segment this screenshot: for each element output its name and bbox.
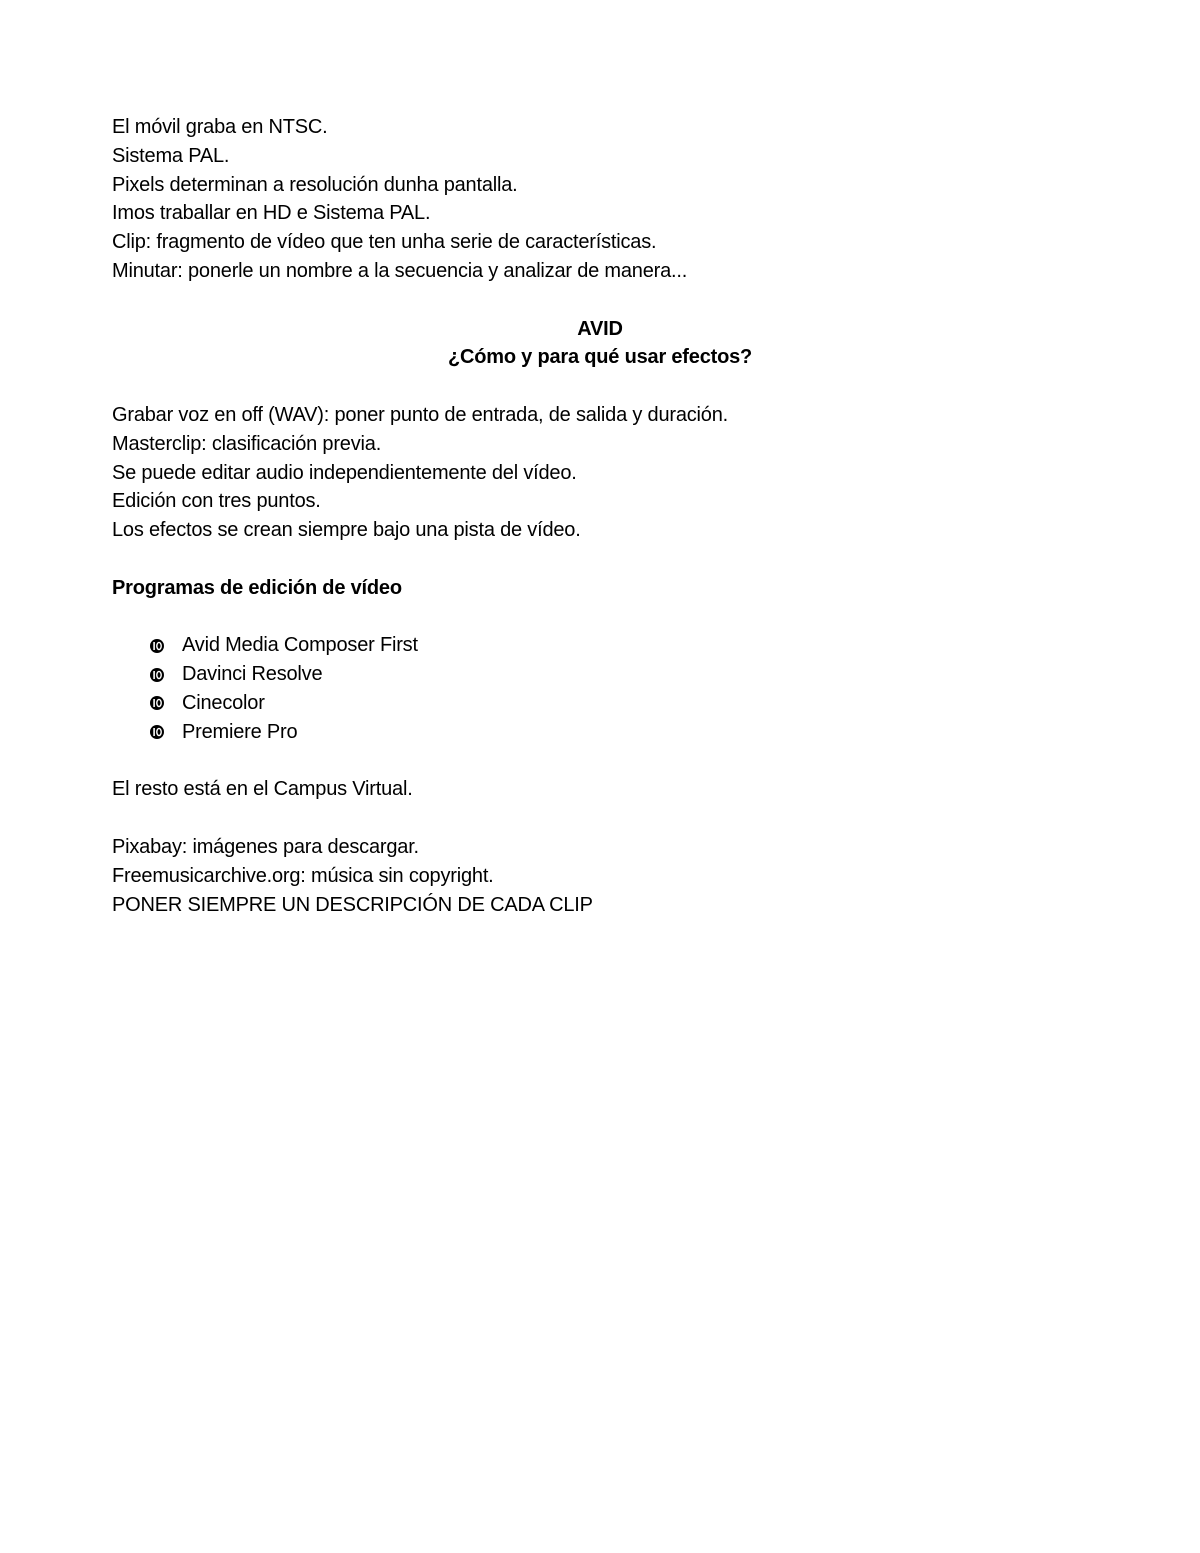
spacer — [112, 372, 1088, 401]
program-list-item — [112, 631, 1088, 660]
program-list-item — [112, 689, 1088, 718]
programs-list — [112, 631, 1088, 746]
avid-line: Los efectos se crean siempre bajo una pista de vídeo. — [112, 519, 581, 542]
avid-subtitle: ¿Cómo y para qué usar efectos? — [447, 346, 753, 369]
program-name: Davinci Resolve — [182, 663, 323, 686]
resources-section — [112, 833, 1088, 919]
document-body — [112, 113, 1088, 919]
resource-line: Pixabay: imágenes para descargar. — [112, 835, 419, 858]
avid-line: Masterclip: clasificación previa. — [112, 432, 382, 455]
intro-line: Pixels determinan a resolución dunha pantalla. — [112, 173, 518, 196]
program-name: Premiere Pro — [182, 720, 298, 743]
resource-line: PONER SIEMPRE UN DESCRIPCIÓN DE CADA CLIP — [112, 893, 593, 916]
program-list-item — [112, 718, 1088, 747]
spacer — [112, 545, 1088, 574]
spacer — [112, 603, 1088, 632]
intro-line: Imos traballar en HD e Sistema PAL. — [112, 202, 431, 225]
program-name: Cinecolor — [182, 691, 265, 714]
program-name: Avid Media Composer First — [182, 634, 418, 657]
circled-bullet-icon — [149, 667, 165, 683]
resource-line: Freemusicarchive.org: música sin copyright. — [112, 864, 494, 887]
circled-bullet-icon — [149, 695, 165, 711]
intro-line: Clip: fragmento de vídeo que ten unha serie de características. — [112, 231, 657, 254]
avid-section — [112, 401, 1088, 545]
intro-line: El móvil graba en NTSC. — [112, 116, 328, 138]
avid-line: Grabar voz en off (WAV): poner punto de entrada, de salida y duración. — [112, 403, 728, 426]
spacer — [112, 286, 1088, 315]
campus-note: El resto está en el Campus Virtual. — [112, 778, 413, 801]
avid-heading — [112, 315, 1088, 373]
intro-section — [112, 113, 1088, 286]
avid-line: Se puede editar audio independientemente del vídeo. — [112, 461, 577, 484]
circled-bullet-icon — [149, 724, 165, 740]
programs-heading: Programas de edición de vídeo — [112, 576, 402, 599]
spacer — [112, 747, 1088, 776]
avid-line: Edición con tres puntos. — [112, 490, 321, 513]
avid-title: AVID — [577, 317, 623, 340]
intro-line: Minutar: ponerle un nombre a la secuencia y analizar de manera... — [112, 259, 688, 282]
circled-bullet-icon — [149, 638, 165, 654]
program-list-item — [112, 660, 1088, 689]
spacer — [112, 804, 1088, 833]
intro-line: Sistema PAL. — [112, 144, 230, 167]
